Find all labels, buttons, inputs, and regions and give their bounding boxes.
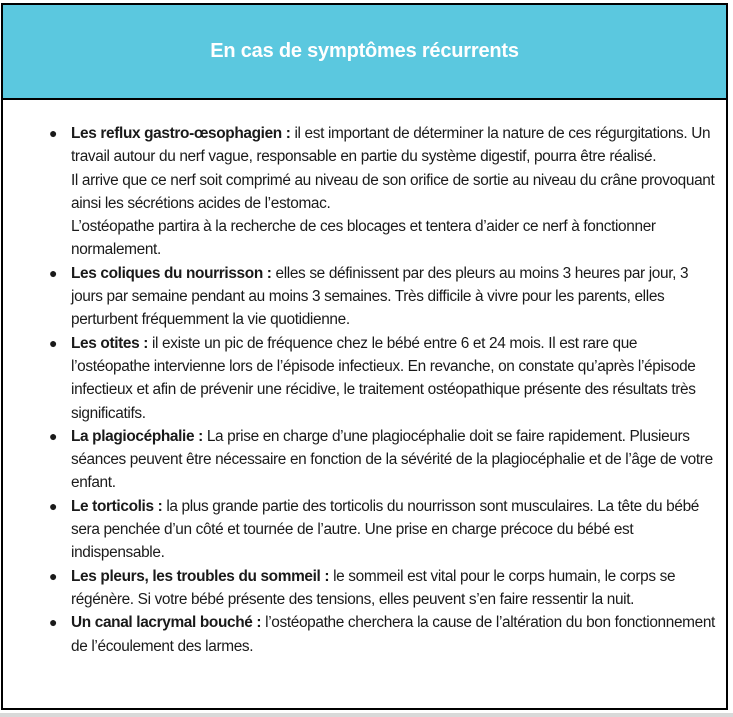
item-term: Les otites : [71, 334, 149, 352]
item-paragraph [71, 122, 718, 169]
symptoms-table [1, 3, 728, 710]
bullet-icon: ● [49, 614, 58, 631]
bullet-icon: ● [49, 334, 58, 351]
table-header [3, 5, 726, 100]
bullet-icon: ● [49, 567, 58, 584]
item-text: le sommeil est vital pour le corps humain, le corps se régénère. Si votre bébé présente des tensions, elles peuvent s’en faire ressentir la nuit. [71, 567, 676, 608]
list-item [41, 332, 718, 425]
bullet-icon: ● [49, 125, 58, 141]
item-paragraph [71, 425, 718, 495]
item-text: il est important de déterminer la nature de ces régurgitations. Un travail autour du nerf vague, responsable en partie du système digestif, pourra être réalisé. [71, 125, 711, 166]
item-text: l’ostéopathe cherchera la cause de l’altération du bon fonctionnement de l’écoulement des larmes. [71, 614, 715, 655]
bullet-icon: ● [49, 497, 58, 514]
list-item [41, 122, 718, 262]
table-body [3, 100, 726, 658]
item-text: L’ostéopathe partira à la recherche de ces blocages et tentera d’aider ce nerf à fonctionner normalement. [71, 218, 656, 259]
bullet-icon: ● [49, 427, 58, 444]
list-item [41, 495, 718, 565]
item-text: la plus grande partie des torticolis du nourrisson sont musculaires. La tête du bébé sera penchée d’un côté et tournée de l’autre. Une prise en charge précoce du bébé est indispensable. [71, 497, 699, 562]
page-bottom-band [0, 713, 733, 717]
item-paragraph [71, 332, 718, 425]
item-text: elles se définissent par des pleurs au moins 3 heures par jour, 3 jours par semaine pendant au moins 3 semaines. Très difficile à vivre pour les parents, elles perturbent fréquemment la vie quotidienne. [71, 264, 689, 329]
item-term: Le torticolis : [71, 497, 163, 515]
item-text: Il arrive que ce nerf soit comprimé au niveau de son orifice de sortie au niveau du crâne provoquant ainsi les sécrétions acides de l’estomac. [71, 171, 715, 212]
list-item [41, 565, 718, 612]
item-paragraph [71, 611, 718, 658]
bullet-icon: ● [49, 264, 58, 281]
list-item [41, 425, 718, 495]
symptom-list [41, 122, 718, 658]
item-text: La prise en charge d’une plagiocéphalie doit se faire rapidement. Plusieurs séances peuvent être nécessaire en fonction de la sévérité de la plagiocéphalie et de l’âge de votre enfant. [71, 427, 713, 492]
table-title: En cas de symptômes récurrents [210, 40, 519, 62]
item-term: Un canal lacrymal bouché : [71, 614, 262, 632]
item-term: Les coliques du nourrisson : [71, 264, 272, 282]
item-text: il existe un pic de fréquence chez le bébé entre 6 et 24 mois. Il est rare que l’ostéopathe intervienne lors de l’épisode infectieux. En revanche, on constate qu’après l’épisode infectieux et afin de prévenir une récidive, le traitement ostéopathique présente des résultats très significatifs. [71, 334, 696, 422]
list-item [41, 611, 718, 658]
item-paragraph [71, 262, 718, 332]
item-paragraph [71, 495, 718, 565]
item-term: La plagiocéphalie : [71, 427, 203, 445]
item-term: Les reflux gastro-œsophagien : [71, 125, 291, 142]
list-item [41, 262, 718, 332]
item-term: Les pleurs, les troubles du sommeil : [71, 567, 330, 585]
item-paragraph [71, 565, 718, 612]
